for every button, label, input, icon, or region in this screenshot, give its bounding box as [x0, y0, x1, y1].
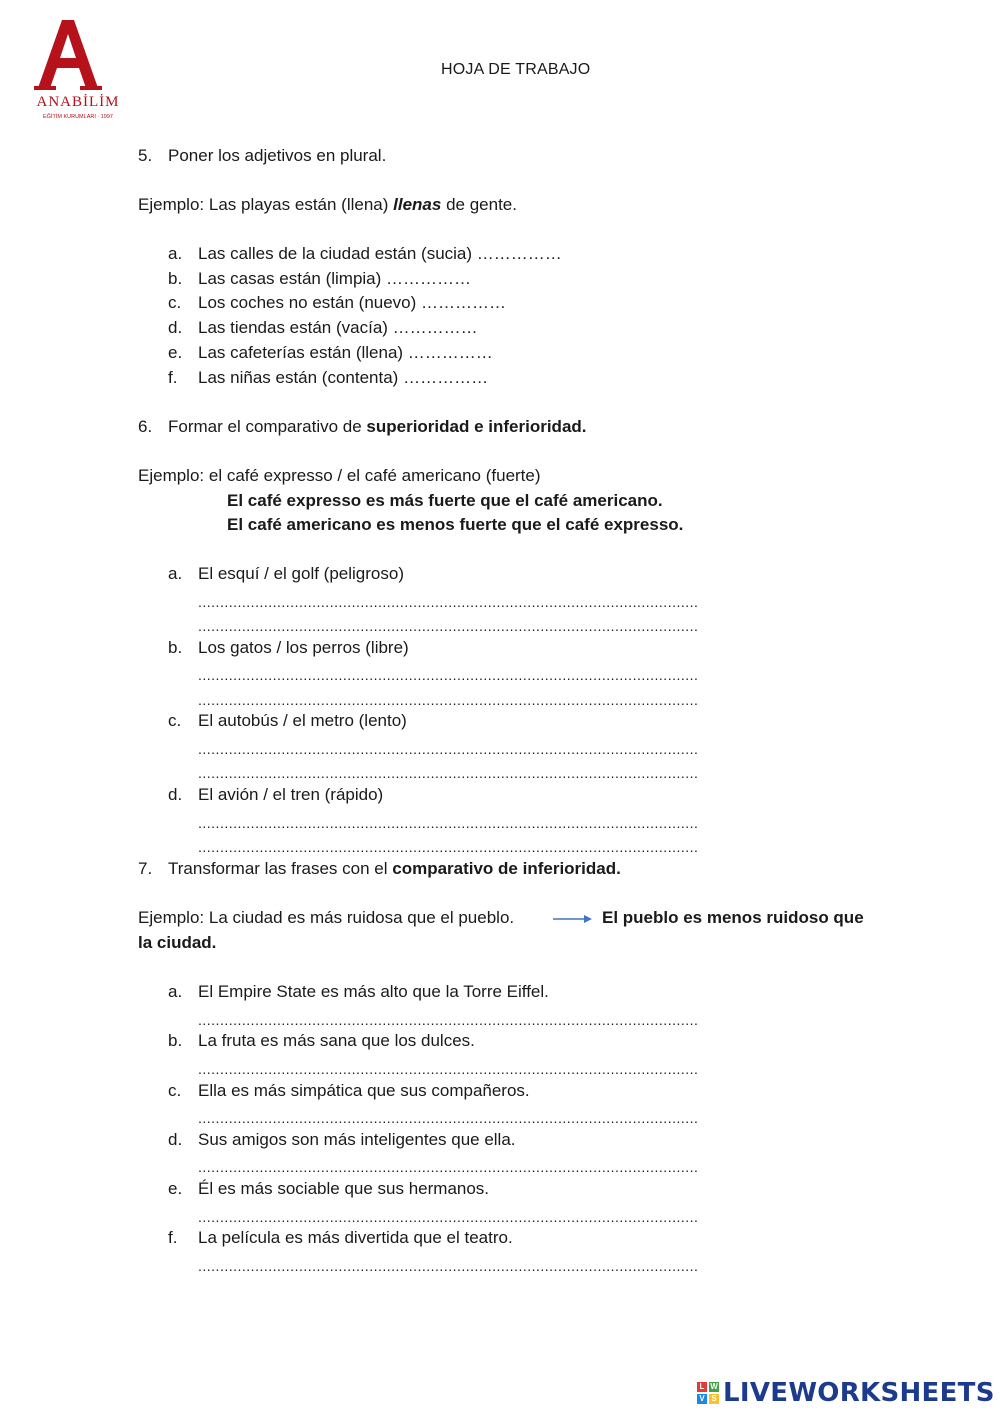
liveworksheets-brand: LIVEWORKSHEETS: [723, 1378, 995, 1408]
section-instruction: Transformar las frases con el: [168, 859, 393, 878]
answer-line[interactable]: [198, 594, 698, 610]
item-text: La fruta es más sana que los dulces.: [198, 1031, 475, 1050]
item-text: El avión / el tren (rápido): [198, 785, 384, 804]
section-5-heading: [138, 145, 386, 167]
answer-line[interactable]: [198, 765, 698, 781]
answer-line[interactable]: [198, 692, 698, 708]
anabilim-logo: [28, 18, 128, 126]
arrow-right-icon: [553, 913, 593, 925]
item-label: d.: [168, 785, 183, 804]
example-text: Ejemplo: Las playas están (llena): [138, 195, 394, 214]
answer-line[interactable]: [198, 839, 698, 855]
item-text[interactable]: Las cafeterías están (llena) ……………: [198, 343, 493, 362]
item-text: Él es más sociable que sus hermanos.: [198, 1179, 490, 1198]
section-7-answer: El pueblo es menos ruidoso que: [602, 908, 864, 927]
item-text: La película es más divertida que el teatro.: [198, 1228, 513, 1247]
item-text[interactable]: Las calles de la ciudad están (sucia) ……………: [198, 244, 562, 263]
logo-subtitle: EĞİTİM KURUMLARI · 1997: [43, 114, 113, 120]
item-text[interactable]: Los coches no están (nuevo) ……………: [198, 293, 507, 312]
item-text: El autobús / el metro (lento): [198, 711, 407, 730]
section-number: 7.: [138, 859, 153, 878]
badge-letter: L: [697, 1382, 707, 1392]
badge-letter: S: [709, 1394, 719, 1404]
item-text: El esquí / el golf (peligroso): [198, 564, 404, 583]
item-label: c.: [168, 293, 182, 312]
item-text: Sus amigos son más inteligentes que ella.: [198, 1130, 516, 1149]
answer-line[interactable]: [198, 1209, 698, 1225]
page-title: HOJA DE TRABAJO: [441, 61, 591, 78]
section-6-answer-1: El café expresso es más fuerte que el café americano.: [227, 491, 663, 510]
item-text[interactable]: Las niñas están (contenta) ……………: [198, 368, 489, 387]
section-instruction-bold: superioridad e inferioridad.: [366, 417, 587, 436]
item-label: c.: [168, 1081, 182, 1100]
section-6-example: Ejemplo: el café expresso / el café americano (fuerte): [138, 466, 541, 485]
item-label: e.: [168, 1179, 183, 1198]
item-label: b.: [168, 1031, 183, 1050]
item-text: El Empire State es más alto que la Torre Eiffel.: [198, 982, 549, 1001]
answer-line[interactable]: [198, 618, 698, 634]
section-7-answer-cont: la ciudad.: [138, 933, 217, 952]
section-6-heading: [138, 416, 587, 438]
section-instruction: Formar el comparativo de: [168, 417, 367, 436]
liveworksheets-logo[interactable]: [697, 1376, 995, 1410]
logo-wordmark: ANABİLİM: [36, 94, 120, 110]
item-label: f.: [168, 368, 178, 387]
item-label: a.: [168, 982, 183, 1001]
item-text[interactable]: Las casas están (limpia) ……………: [198, 269, 472, 288]
section-7-heading: [138, 858, 621, 880]
example-answer: llenas: [393, 195, 442, 214]
item-label: b.: [168, 638, 183, 657]
item-text: Los gatos / los perros (libre): [198, 638, 409, 657]
answer-line[interactable]: [198, 1258, 698, 1274]
item-label: f.: [168, 1228, 178, 1247]
section-5-example: [138, 194, 517, 216]
item-label: a.: [168, 564, 183, 583]
item-label: e.: [168, 343, 183, 362]
item-label: b.: [168, 269, 183, 288]
section-instruction: Poner los adjetivos en plural.: [168, 146, 387, 165]
answer-line[interactable]: [198, 1012, 698, 1028]
badge-letter: V: [697, 1394, 707, 1404]
answer-line[interactable]: [198, 815, 698, 831]
example-text-end: de gente.: [441, 195, 517, 214]
badge-letter: W: [710, 1382, 718, 1391]
item-label: c.: [168, 711, 182, 730]
section-number: 5.: [138, 146, 153, 165]
item-label: d.: [168, 1130, 183, 1149]
item-label: d.: [168, 318, 183, 337]
item-text: Ella es más simpática que sus compañeros.: [198, 1081, 530, 1100]
item-label: a.: [168, 244, 183, 263]
answer-line[interactable]: [198, 1061, 698, 1077]
answer-line[interactable]: [198, 667, 698, 683]
anabilim-logo-mark: [28, 18, 128, 126]
section-7-example: Ejemplo: La ciudad es más ruidosa que el pueblo.: [138, 908, 515, 927]
answer-line[interactable]: [198, 1159, 698, 1175]
section-instruction-bold: comparativo de inferioridad.: [392, 859, 621, 878]
answer-line[interactable]: [198, 741, 698, 757]
liveworksheets-badge-icon: [697, 1382, 719, 1404]
item-text[interactable]: Las tiendas están (vacía) ……………: [198, 318, 478, 337]
section-6-answer-2: El café americano es menos fuerte que el café expresso.: [227, 515, 684, 534]
section-number: 6.: [138, 417, 153, 436]
answer-line[interactable]: [198, 1110, 698, 1126]
